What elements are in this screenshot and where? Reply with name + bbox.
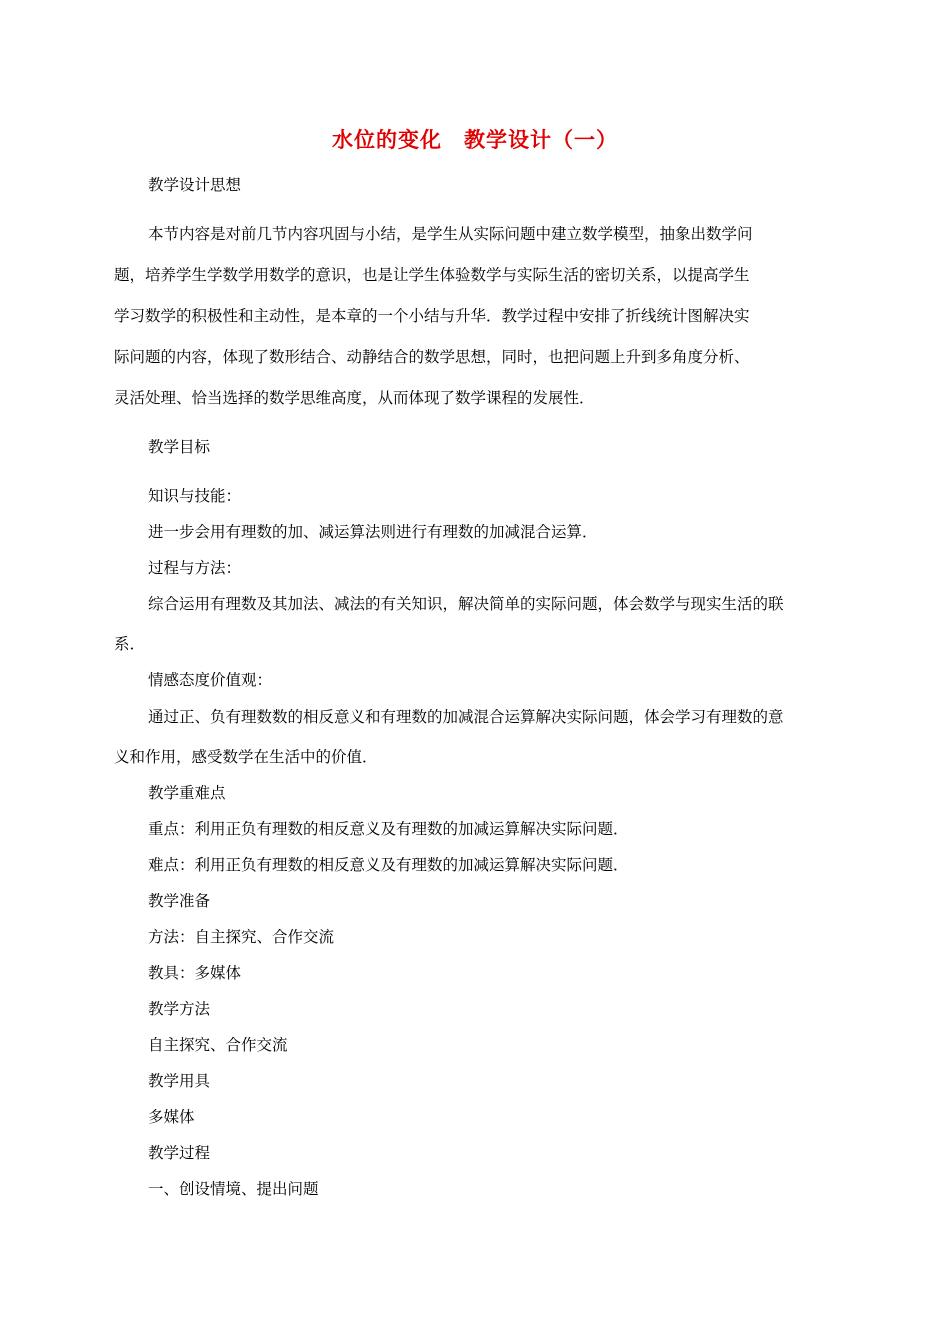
paragraph-line: 自主探究、合作交流: [148, 1036, 288, 1054]
paragraph-line: 重点：利用正负有理数的相反意义及有理数的加减运算解决实际问题．: [148, 820, 629, 838]
paragraph-line: 义和作用，感受数学在生活中的价值．: [114, 748, 378, 766]
paragraph-line: 系．: [114, 635, 146, 653]
paragraph-line: 通过正、负有理数数的相反意义和有理数的加减混合运算解决实际问题，体会学习有理数的意: [148, 708, 784, 726]
paragraph-line: 际问题的内容，体现了数形结合、动静结合的数学思想，同时，也把问题上升到多角度分析、: [114, 348, 750, 366]
paragraph-line: 题，培养学生学数学用数学的意识，也是让学生体验数学与实际生活的密切关系，以提高学生: [114, 266, 750, 284]
paragraph-line: 进一步会用有理数的加、减运算法则进行有理数的加减混合运算．: [148, 523, 598, 541]
paragraph-line: 教具：多媒体: [148, 964, 242, 982]
paragraph-line: 难点：利用正负有理数的相反意义及有理数的加减运算解决实际问题．: [148, 856, 629, 874]
heading-design-idea: 教学设计思想: [148, 176, 242, 194]
subheading-knowledge: 知识与技能：: [148, 487, 242, 505]
heading-key-points: 教学重难点: [148, 784, 226, 802]
heading-tools: 教学用具: [148, 1072, 211, 1090]
paragraph-line: 灵活处理、恰当选择的数学思维高度，从而体现了数学课程的发展性．: [114, 389, 595, 407]
heading-method: 教学方法: [148, 1000, 211, 1018]
paragraph-line: 学习数学的积极性和主动性，是本章的一个小结与升华．教学过程中安排了折线统计图解决实: [114, 307, 750, 325]
paragraph-line: 方法：自主探究、合作交流: [148, 928, 335, 946]
subheading-process: 过程与方法：: [148, 559, 242, 577]
subheading-attitude: 情感态度价值观：: [148, 671, 273, 689]
heading-objectives: 教学目标: [148, 438, 211, 456]
heading-preparation: 教学准备: [148, 892, 211, 910]
document-title: 水位的变化 教学设计（一）: [332, 127, 618, 152]
paragraph-line: 多媒体: [148, 1108, 195, 1126]
heading-process: 教学过程: [148, 1144, 211, 1162]
paragraph-line: 一、创设情境、提出问题: [148, 1180, 319, 1198]
paragraph-line: 综合运用有理数及其加法、减法的有关知识，解决简单的实际问题，体会数学与现实生活的联: [148, 595, 784, 613]
paragraph-line: 本节内容是对前几节内容巩固与小结，是学生从实际问题中建立数学模型，抽象出数学问: [148, 225, 753, 243]
